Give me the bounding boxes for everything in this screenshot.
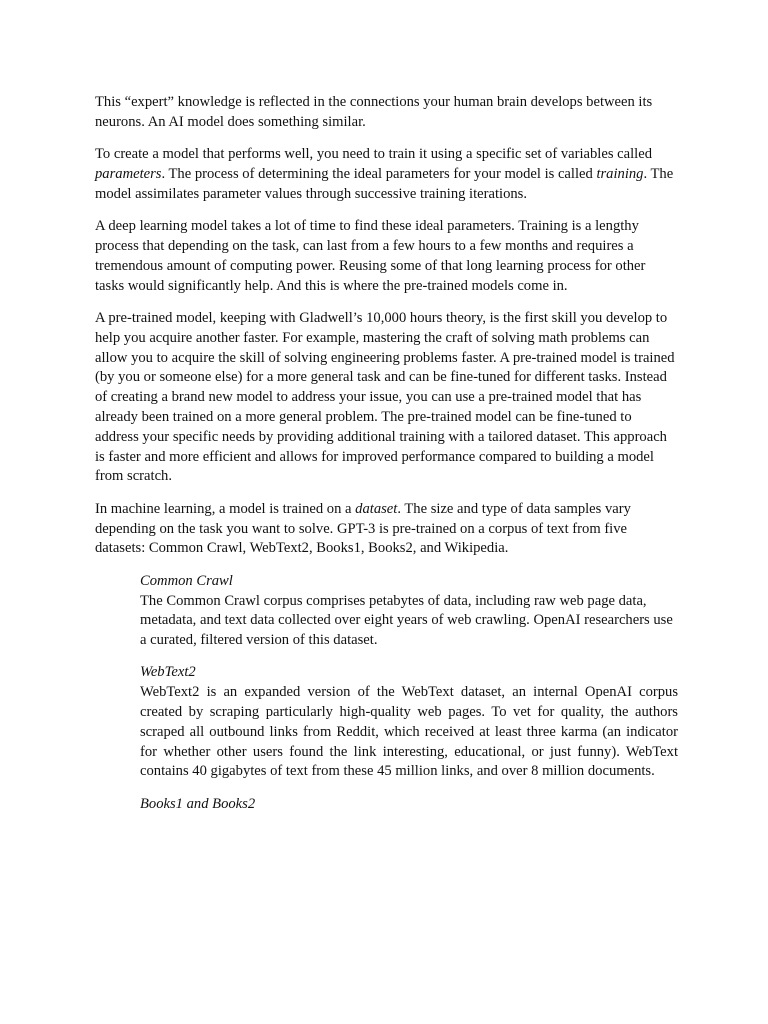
dataset-title: Common Crawl (140, 572, 233, 589)
term-training: training (596, 165, 644, 182)
term-parameters: parameters (95, 165, 162, 182)
term-dataset: dataset (355, 500, 398, 517)
paragraph-datasets-intro (95, 500, 678, 559)
dataset-common-crawl (140, 572, 678, 651)
paragraph-pretrained-model: A pre-trained model, keeping with Gladwell’s 10,000 hours theory, is the first skill you develop to help you acquire another faster. For example, mastering the craft of solving math problems can allow you to acquire the skill of solving engineering problems faster. A pre-trained model is trained (by you or someone else) for a more general task and can be fine-tuned for different tasks. Instead of creating a brand new model to address your issue, you can use a pre-trained model that has already been trained on a more general problem. The pre-trained model can be fine-tuned to address your specific needs by providing additional training with a tailored dataset. This approach is faster and more efficient and allows for improved performance compared to building a model from scratch. (95, 309, 675, 485)
dataset-books (140, 795, 678, 815)
paragraph-text: . The process of determining the ideal parameters for your model is called (161, 165, 597, 182)
document-body (95, 93, 678, 827)
paragraph-text: . The size and type of data samples vary depending on the task you want to solve. GPT-3 is pre-trained on a corpus of text from five datasets: Common Crawl, WebText2, Books1, Books2, and Wikipedia. (95, 500, 631, 557)
dataset-description: WebText2 is an expanded version of the WebText dataset, an internal OpenAI corpus created by scraping particularly high-quality web pages. To vet for quality, the authors scraped all outbound links from Reddit, which received at least three karma (an indicator for whether other users found the link interesting, educational, or just funny). WebText contains 40 gigabytes of text from these 45 million links, and over 8 million documents. (140, 684, 678, 780)
paragraph-parameters (95, 145, 678, 204)
paragraph-text: . The model assimilates parameter values through successive training iterations. (95, 165, 674, 202)
dataset-title: Books1 and Books2 (140, 795, 256, 812)
paragraph-expert-knowledge: This “expert” knowledge is reflected in the connections your human brain develops between its neurons. An AI model does something similar. (95, 94, 653, 130)
dataset-title: WebText2 (140, 664, 196, 681)
dataset-webtext2 (140, 663, 678, 782)
paragraph-deep-learning: A deep learning model takes a lot of time to find these ideal parameters. Training is a lengthy process that depending on the task, can last from a few hours to a few months and requires a tremendous amount of computing power. Reusing some of that long learning process for other tasks would significantly help. And this is where the pre-trained models come in. (95, 218, 646, 294)
paragraph-text: To create a model that performs well, you need to train it using a specific set of variables called (95, 146, 652, 163)
paragraph-text: In machine learning, a model is trained on a (95, 500, 356, 517)
dataset-description: The Common Crawl corpus comprises petabytes of data, including raw web page data, metadata, and text data collected over eight years of web crawling. OpenAI researchers use a curated, filtered version of this dataset. (140, 592, 673, 649)
